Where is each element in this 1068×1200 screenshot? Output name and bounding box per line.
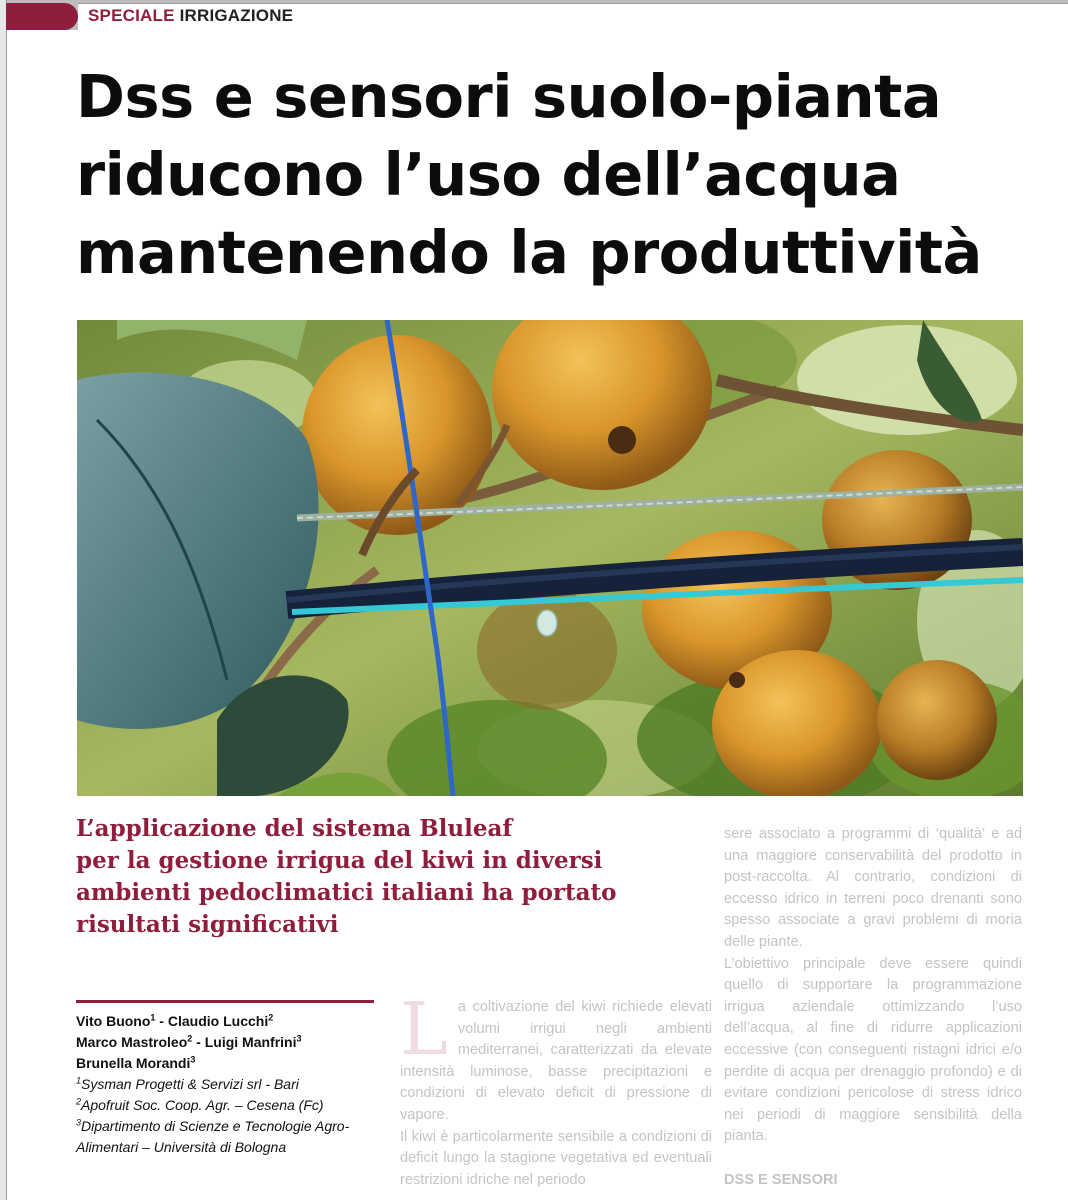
affiliation-2 <box>76 1095 386 1116</box>
affiliation-text: Dipartimento di Scienze e Tecnologie Agro- <box>81 1118 350 1134</box>
author-name: Marco Mastroleo <box>76 1034 188 1050</box>
author-line-1 <box>76 1011 386 1032</box>
headline-line-3: mantenendo la produttività <box>76 218 982 287</box>
author-separator: - <box>192 1034 205 1050</box>
author-affiliation-mark: 1 <box>150 1012 156 1023</box>
affiliation-1 <box>76 1074 386 1095</box>
affiliation-3 <box>76 1116 386 1158</box>
affiliation-text: Sysman Progetti & Servizi srl - Bari <box>81 1076 299 1092</box>
affiliation-mark: 1 <box>76 1075 82 1086</box>
author-affiliation-mark: 2 <box>268 1012 274 1023</box>
subtitle-line-1: L’applicazione del sistema Bluleaf <box>76 815 513 842</box>
headline-line-1: Dss e sensori suolo-pianta <box>76 62 942 131</box>
author-line-2 <box>76 1032 386 1053</box>
author-divider <box>76 1000 374 1003</box>
kiwi-photo <box>77 320 1023 796</box>
section-tab-marker <box>6 3 78 30</box>
body-paragraph: sere associato a programmi di ‘qualità’ e ad una maggiore conservabilità del prodotto in post-raccolta. Al contrario, condizioni di eccesso idrico in terreni poco drenanti sono spesso associate a gravi problemi di moria delle piante. <box>724 826 1022 950</box>
affiliation-mark: 2 <box>76 1096 82 1107</box>
affiliation-text: Apofruit Soc. Coop. Agr. – Cesena (Fc) <box>81 1097 324 1113</box>
section-label-irrigazione: IRRIGAZIONE <box>179 6 294 25</box>
kiwi-photo-illustration <box>77 320 1023 796</box>
author-affiliation-mark: 3 <box>190 1054 196 1065</box>
section-label <box>88 6 293 26</box>
section-heading: DSS E SENSORI <box>724 1171 838 1188</box>
affiliation-mark: 3 <box>76 1117 82 1128</box>
author-affiliation-mark: 3 <box>296 1033 302 1044</box>
subtitle-line-2: per la gestione irrigua del kiwi in diversi <box>76 847 603 874</box>
author-name: Luigi Manfrini <box>204 1034 297 1050</box>
author-name: Vito Buono <box>76 1013 151 1029</box>
body-paragraph: L’obiettivo principale deve essere quindi quello di supportare la programmazione irrigua aziendale ottimizzando l’uso dell’acqua, al fine di ridurre applicazioni eccessive (con conseguenti ristagni idrici e/o perdite di acqua per drenaggio profondo) e di evitare condizioni pericolose di stress idrico nei periodi di maggiore sensibilità della pianta. <box>724 955 1022 1145</box>
drop-cap: L <box>400 987 448 1071</box>
affiliation-text: Alimentari – Università di Bologna <box>76 1139 287 1155</box>
author-line-3 <box>76 1053 386 1074</box>
page-left-edge <box>0 0 7 1200</box>
headline-line-2: riducono l’uso dell’acqua <box>76 140 901 209</box>
body-paragraph: a coltivazione del kiwi richiede elevati volumi irrigui negli ambienti mediterranei, caratterizzati da elevate intensità luminose, basse precipitazioni e condizioni di elevato deficit di pressione di vapore. <box>400 999 712 1123</box>
article-subtitle <box>76 813 696 941</box>
article-headline <box>76 58 1036 292</box>
authors-block <box>76 1011 386 1158</box>
author-affiliation-mark: 2 <box>187 1033 193 1044</box>
section-label-speciale: SPECIALE <box>88 6 175 25</box>
body-paragraph: Il kiwi è particolarmente sensibile a condizioni di deficit lungo la stagione vegetativa ed eventuali restrizioni idriche nel periodo <box>400 1128 712 1188</box>
subtitle-line-3: ambienti pedoclimatici italiani ha portato <box>76 879 617 906</box>
author-name: Claudio Lucchi <box>167 1013 269 1029</box>
author-separator: - <box>155 1013 168 1029</box>
author-name: Brunella Morandi <box>76 1055 191 1071</box>
body-column-3 <box>724 824 1022 1192</box>
subtitle-line-4: risultati significativi <box>76 911 339 938</box>
body-column-2 <box>400 987 712 1191</box>
